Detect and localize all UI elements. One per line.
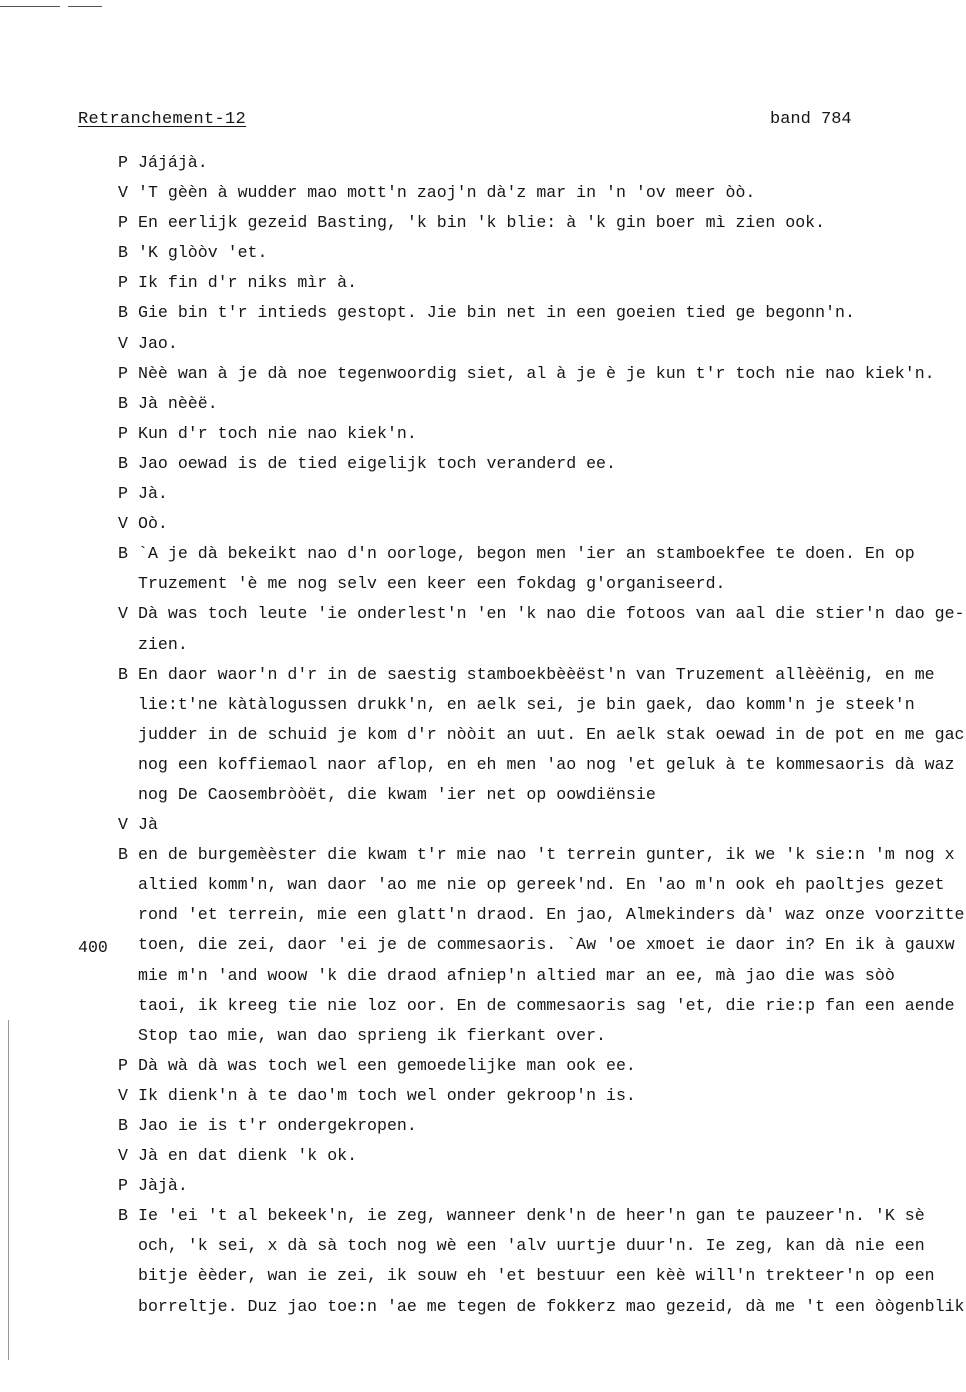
- utterance-line: Dà wà dà was toch wel een gemoedelijke man ook ee.: [138, 1055, 636, 1075]
- utterance: [138, 1051, 966, 1081]
- utterance: [138, 599, 966, 659]
- utterance-line: mie m'n 'and woow 'k die draod afniep'n altied mar an ee, mà jao die was sòò: [138, 965, 895, 985]
- utterance-line: lie:t'ne kàtàlogussen drukk'n, en aelk sei, je bin gaek, dao komm'n je steek'n: [138, 694, 915, 714]
- utterance: [138, 1111, 966, 1141]
- transcript-turn: [0, 268, 966, 298]
- utterance-line: Jao oewad is de tied eigelijk toch veranderd ee.: [138, 453, 616, 473]
- utterance-line: rond 'et terrein, mie een glatt'n draod. En jao, Almekinders dà' waz onze voorzitte: [138, 905, 965, 925]
- top-rule-right: [68, 6, 102, 7]
- transcript-turn: [0, 389, 966, 419]
- transcript-turn: [0, 148, 966, 178]
- transcript-turn: [0, 419, 966, 449]
- utterance-line: taoi, ik kreeg tie nie loz oor. En de commesaoris sag 'et, die rie:p fan een aende: [138, 995, 955, 1015]
- speaker-label: V: [118, 604, 128, 624]
- line-number-400: 400: [78, 938, 108, 957]
- utterance-line: zien.: [138, 634, 188, 654]
- transcript-turn: [0, 329, 966, 359]
- utterance-line: och, 'k sei, x dà sà toch nog wè een 'alv uurtje duur'n. Ie zeg, kan dà nie een: [138, 1236, 925, 1256]
- transcript-turn: [0, 1171, 966, 1201]
- speaker-label: V: [118, 183, 128, 203]
- utterance: [138, 329, 966, 359]
- utterance-line: toen, die zei, daor 'ei je de commesaoris. `Aw 'oe xmoet ie daor in? En ik à gauxw: [138, 935, 955, 955]
- utterance-line: judder in de schuid je kom d'r nòòit an uut. En aelk stak oewad in de pot en me gac: [138, 724, 965, 744]
- transcript-turn: [0, 238, 966, 268]
- utterance: [138, 1201, 966, 1321]
- utterance-line: En eerlijk gezeid Basting, 'k bin 'k blie: à 'k gin boer mì zien ook.: [138, 213, 826, 233]
- speaker-label: B: [118, 664, 128, 684]
- utterance-line: borreltje. Duz jao toe:n 'ae me tegen de fokkerz mao gezeid, dà me 't een òògenblik: [138, 1296, 965, 1316]
- transcript-turn: [0, 1081, 966, 1111]
- speaker-label: P: [118, 423, 128, 443]
- band-number: band 784: [770, 110, 852, 129]
- transcript-turn: [0, 449, 966, 479]
- transcript-turn: [0, 1201, 966, 1321]
- utterance-line: Oò.: [138, 514, 168, 534]
- speaker-label: B: [118, 845, 128, 865]
- transcript-turn: [0, 660, 966, 810]
- transcript-turn: [0, 1141, 966, 1171]
- utterance: [138, 359, 966, 389]
- utterance: [138, 509, 966, 539]
- utterance: [138, 449, 966, 479]
- utterance-line: Jà en dat dienk 'k ok.: [138, 1146, 358, 1166]
- utterance-line: en de burgemèèster die kwam t'r mie nao 't terrein gunter, ik we 'k sie:n 'm nog x: [138, 845, 955, 865]
- speaker-label: B: [118, 393, 128, 413]
- utterance-line: nog een koffiemaol naor aflop, en eh men 'ao nog 'et geluk à te kommesaoris dà waz: [138, 754, 955, 774]
- utterance-line: Ik dienk'n à te dao'm toch wel onder gekroop'n is.: [138, 1085, 636, 1105]
- utterance-line: En daor waor'n d'r in de saestig stamboekbèèëst'n van Truzement allèèënig, en me: [138, 664, 935, 684]
- speaker-label: V: [118, 514, 128, 534]
- utterance: [138, 1141, 966, 1171]
- utterance-line: Jà.: [138, 484, 168, 504]
- speaker-label: B: [118, 243, 128, 263]
- speaker-label: V: [118, 1146, 128, 1166]
- utterance-line: Ie 'ei 't al bekeek'n, ie zeg, wanneer denk'n de heer'n gan te pauzeer'n. 'K sè: [138, 1206, 925, 1226]
- transcript-turn: [0, 539, 966, 599]
- utterance-line: Ik fin d'r niks mìr à.: [138, 273, 358, 293]
- utterance-line: Jao ie is t'r ondergekropen.: [138, 1116, 417, 1135]
- transcript: [0, 148, 966, 1322]
- utterance: [138, 1171, 966, 1201]
- utterance-line: Jao.: [138, 333, 178, 353]
- utterance-line: Truzement 'è me nog selv een keer een fokdag g'organiseerd.: [138, 574, 726, 594]
- top-rule-left: [0, 6, 60, 7]
- utterance-line: Jàjà.: [138, 1176, 188, 1196]
- utterance-line: 'T gèèn à wudder mao mott'n zaoj'n dà'z mar in 'n 'ov meer òò.: [138, 183, 756, 203]
- utterance: [138, 178, 966, 208]
- transcript-turn: [0, 509, 966, 539]
- transcript-turn: [0, 359, 966, 389]
- utterance-line: altied komm'n, wan daor 'ao me nie op gereek'nd. En 'ao m'n ook eh paoltjes gezet: [138, 875, 945, 895]
- transcript-turn: [0, 1051, 966, 1081]
- utterance-line: Jà: [138, 815, 158, 835]
- transcript-turn: [0, 178, 966, 208]
- speaker-label: P: [118, 1055, 128, 1075]
- transcript-turn: [0, 208, 966, 238]
- utterance: [138, 479, 966, 509]
- utterance-line: Dà was toch leute 'ie onderlest'n 'en 'k nao die fotoos van aal die stier'n dao ge-: [138, 604, 965, 624]
- utterance: [138, 148, 966, 178]
- utterance: [138, 389, 966, 419]
- speaker-label: V: [118, 1085, 128, 1105]
- document-title: Retranchement-12: [78, 110, 247, 129]
- utterance-line: bitje èèder, wan ie zei, ik souw eh 'et bestuur een kèè will'n trekteer'n op een: [138, 1266, 935, 1286]
- speaker-label: B: [118, 303, 128, 323]
- utterance: [138, 238, 966, 268]
- utterance-line: Nèè wan à je dà noe tegenwoordig siet, al à je è je kun t'r toch nie nao kiek'n.: [138, 363, 935, 383]
- utterance: [138, 208, 966, 238]
- utterance-line: nog De Caosembròòët, die kwam 'ier net op oowdiënsie: [138, 784, 656, 804]
- speaker-label: V: [118, 815, 128, 835]
- speaker-label: P: [118, 213, 128, 233]
- transcript-turn: [0, 479, 966, 509]
- speaker-label: P: [118, 153, 128, 172]
- transcript-turn: [0, 810, 966, 840]
- utterance-line: Jájájà.: [138, 153, 208, 172]
- transcript-turn: [0, 599, 966, 659]
- speaker-label: V: [118, 333, 128, 353]
- utterance: [138, 298, 966, 328]
- utterance-line: 'K glòòv 'et.: [138, 243, 268, 263]
- utterance: [138, 660, 966, 810]
- utterance: [138, 810, 966, 840]
- margin-rule: [8, 1020, 9, 1360]
- transcript-turn: [0, 1111, 966, 1141]
- transcript-turn: [0, 298, 966, 328]
- utterance: [138, 1081, 966, 1111]
- utterance: [138, 268, 966, 298]
- speaker-label: B: [118, 544, 128, 564]
- utterance-line: Stop tao mie, wan dao sprieng ik fierkant over.: [138, 1025, 607, 1045]
- speaker-label: B: [118, 453, 128, 473]
- utterance-line: `A je dà bekeikt nao d'n oorloge, begon men 'ier an stamboekfee te doen. En op: [138, 544, 915, 564]
- transcript-turn: [0, 840, 966, 1051]
- utterance: [138, 539, 966, 599]
- speaker-label: P: [118, 363, 128, 383]
- utterance-line: Gie bin t'r intieds gestopt. Jie bin net in een goeien tied ge begonn'n.: [138, 303, 855, 323]
- speaker-label: P: [118, 273, 128, 293]
- speaker-label: P: [118, 1176, 128, 1196]
- utterance: [138, 419, 966, 449]
- speaker-label: B: [118, 1206, 128, 1226]
- speaker-label: P: [118, 484, 128, 504]
- utterance: [138, 840, 966, 1051]
- speaker-label: B: [118, 1116, 128, 1135]
- utterance-line: Kun d'r toch nie nao kiek'n.: [138, 423, 417, 443]
- utterance-line: Jà nèèë.: [138, 393, 218, 413]
